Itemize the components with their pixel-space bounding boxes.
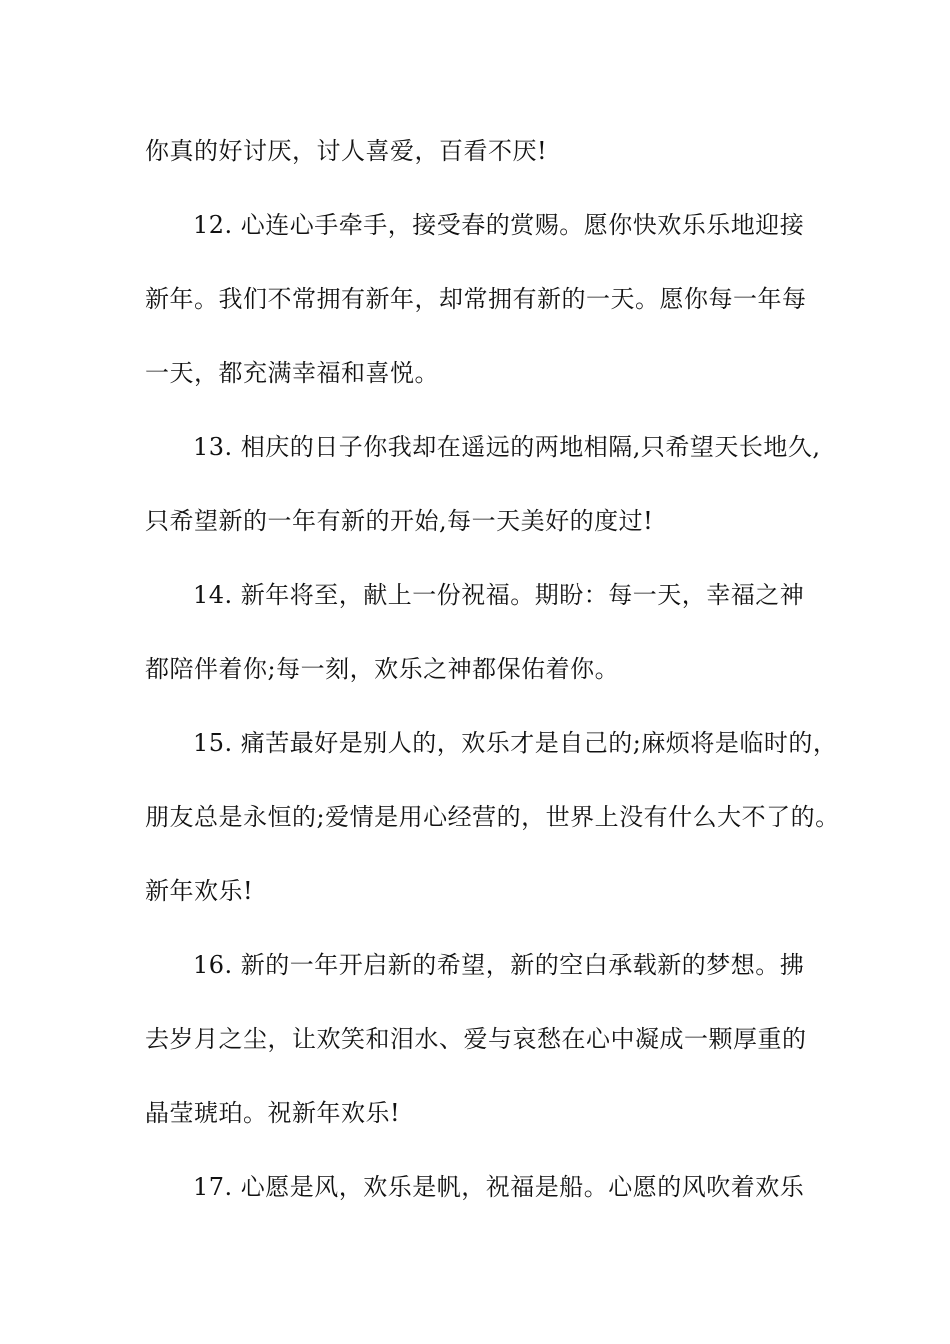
paragraph-16-line-2: 去岁月之尘，让欢笑和泪水、爱与哀愁在心中凝成一颗厚重的 bbox=[145, 1025, 807, 1053]
text-line: 你真的好讨厌，讨人喜爱，百看不厌! bbox=[145, 137, 548, 165]
paragraph-16-line-3: 晶莹琥珀。祝新年欢乐! bbox=[145, 1099, 401, 1127]
paragraph-15-line-2: 朋友总是永恒的;爱情是用心经营的，世界上没有什么大不了的。 bbox=[145, 803, 840, 831]
paragraph-14-line-2: 都陪伴着你;每一刻，欢乐之神都保佑着你。 bbox=[145, 655, 620, 683]
paragraph-12-line-3: 一天，都充满幸福和喜悦。 bbox=[145, 359, 439, 387]
paragraph-13-line-2: 只希望新的一年有新的开始,每一天美好的度过! bbox=[145, 507, 654, 535]
paragraph-12-line-1: 12. 心连心手牵手，接受春的赏赐。愿你快欢乐乐地迎接 bbox=[193, 211, 805, 239]
paragraph-13-line-1: 13. 相庆的日子你我却在遥远的两地相隔,只希望天长地久, bbox=[193, 433, 821, 461]
paragraph-14-line-1: 14. 新年将至，献上一份祝福。期盼：每一天，幸福之神 bbox=[193, 581, 805, 609]
paragraph-15-line-3: 新年欢乐! bbox=[145, 877, 254, 905]
paragraph-17-line-1: 17. 心愿是风，欢乐是帆，祝福是船。心愿的风吹着欢乐 bbox=[193, 1173, 805, 1201]
paragraph-12-line-2: 新年。我们不常拥有新年，却常拥有新的一天。愿你每一年每 bbox=[145, 285, 807, 313]
paragraph-16-line-1: 16. 新的一年开启新的希望，新的空白承载新的梦想。拂 bbox=[193, 951, 805, 979]
paragraph-15-line-1: 15. 痛苦最好是别人的，欢乐才是自己的;麻烦将是临时的， bbox=[193, 729, 838, 757]
